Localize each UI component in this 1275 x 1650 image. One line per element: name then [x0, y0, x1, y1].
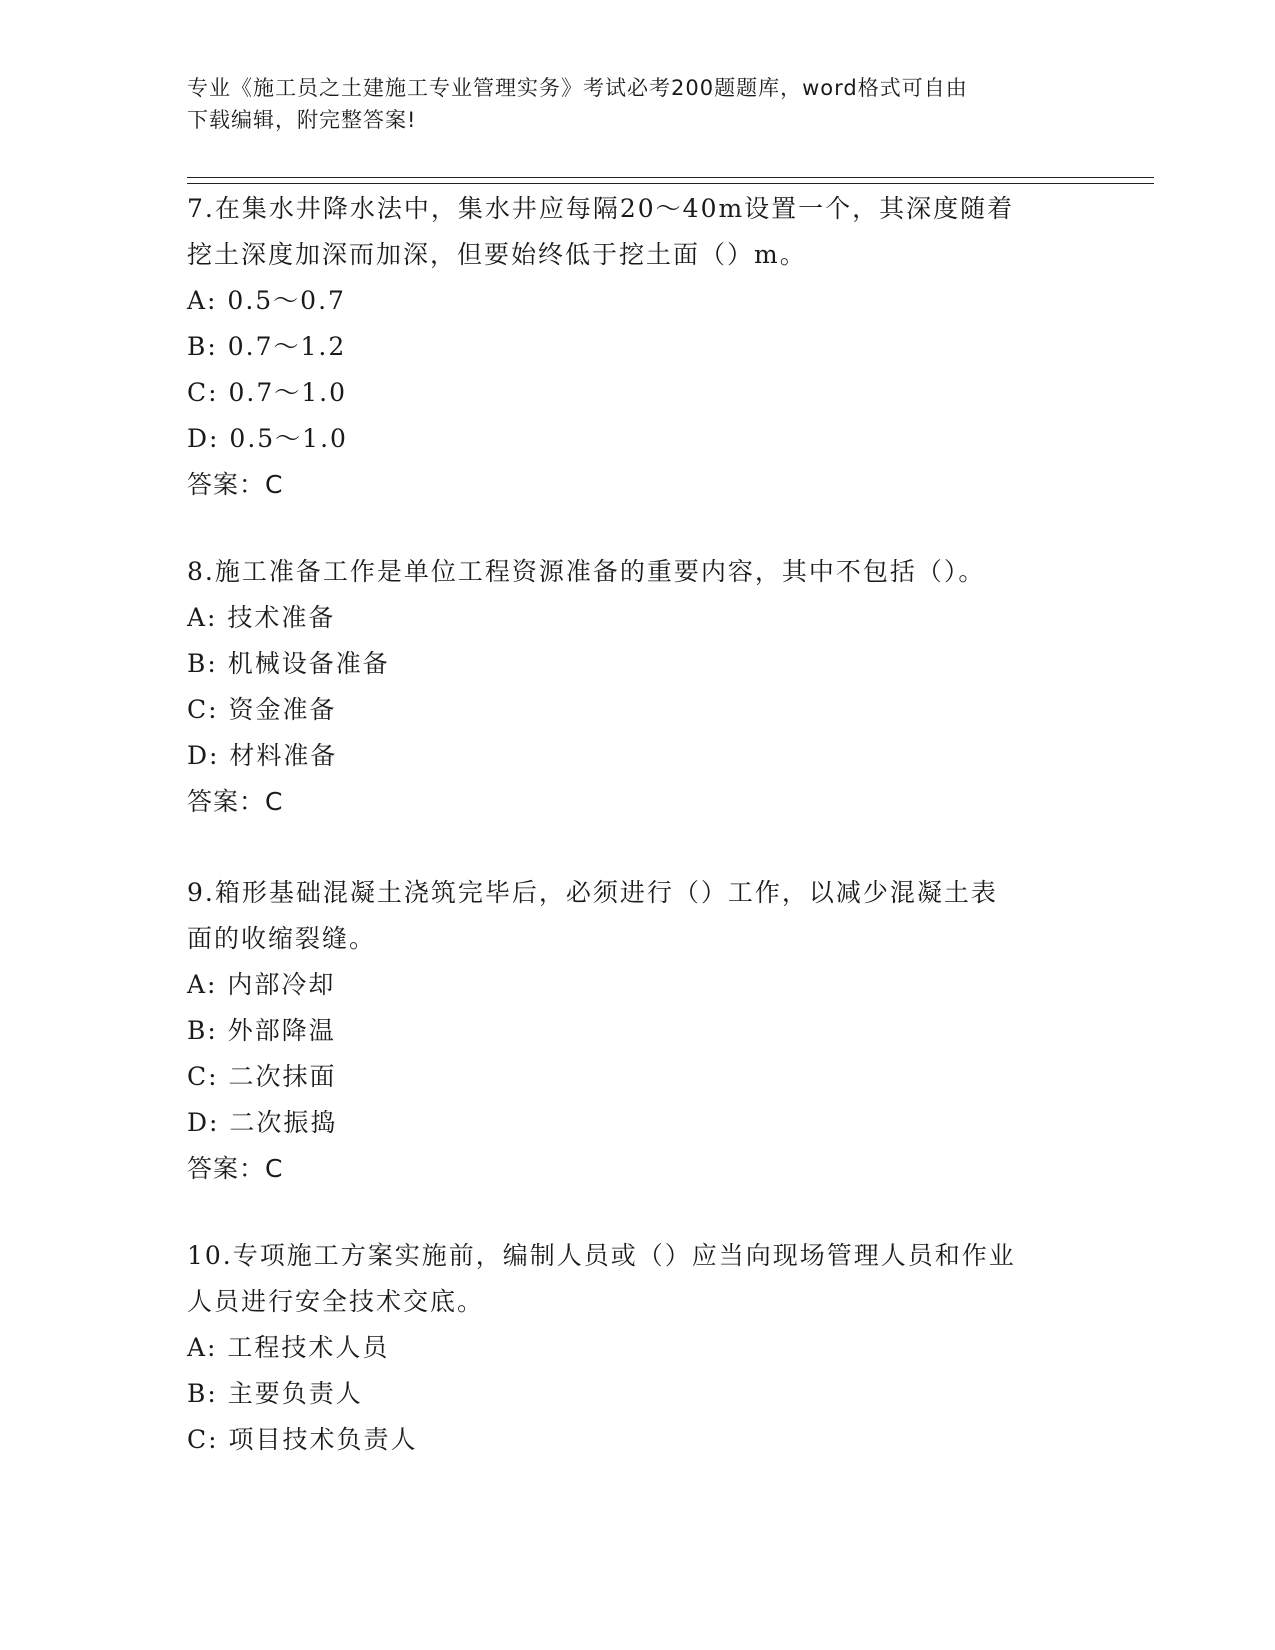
option-c: C: 二次抹面 [187, 1062, 337, 1091]
question-stem-line: 8.施工准备工作是单位工程资源准备的重要内容，其中不包括（）。 [187, 557, 986, 586]
option-c: C: 资金准备 [187, 695, 337, 724]
option-b: B: 机械设备准备 [187, 649, 390, 678]
option-b: B: 外部降温 [187, 1016, 336, 1045]
answer-line: 答案：C [187, 470, 284, 499]
question-10 [187, 1233, 1087, 1463]
document-header [187, 72, 1087, 136]
question-stem-line: 7.在集水井降水法中，集水井应每隔20～40m设置一个，其深度随着 [187, 194, 1015, 223]
option-d: D: 材料准备 [187, 741, 338, 770]
option-d: D: 0.5～1.0 [187, 424, 348, 453]
option-a: A: 工程技术人员 [187, 1333, 390, 1362]
question-stem-line: 挖土深度加深而加深，但要始终低于挖土面（）m。 [187, 240, 807, 269]
answer-line: 答案：C [187, 1154, 284, 1183]
question-stem-line: 人员进行安全技术交底。 [187, 1287, 485, 1316]
header-rule-bottom [187, 183, 1154, 184]
option-c: C: 0.7～1.0 [187, 378, 348, 407]
answer-line: 答案：C [187, 787, 284, 816]
header-line-1: 专业《施工员之土建施工专业管理实务》考试必考200题题库，word格式可自由 [187, 76, 968, 100]
option-a: A: 内部冷却 [187, 970, 336, 999]
option-b: B: 主要负责人 [187, 1379, 363, 1408]
option-b: B: 0.7～1.2 [187, 332, 347, 361]
question-9 [187, 870, 1087, 1192]
header-rule-top [187, 177, 1154, 178]
option-c: C: 项目技术负责人 [187, 1425, 418, 1454]
option-d: D: 二次振捣 [187, 1108, 338, 1137]
header-line-2: 下载编辑，附完整答案! [187, 108, 417, 132]
question-stem-line: 9.箱形基础混凝土浇筑完毕后，必须进行（）工作，以减少混凝土表 [187, 878, 998, 907]
question-stem-line: 面的收缩裂缝。 [187, 924, 377, 953]
option-a: A: 0.5～0.7 [187, 286, 346, 315]
option-a: A: 技术准备 [187, 603, 336, 632]
question-stem-line: 10.专项施工方案实施前，编制人员或（）应当向现场管理人员和作业 [187, 1241, 1016, 1270]
question-8 [187, 549, 1087, 825]
question-7 [187, 186, 1087, 508]
